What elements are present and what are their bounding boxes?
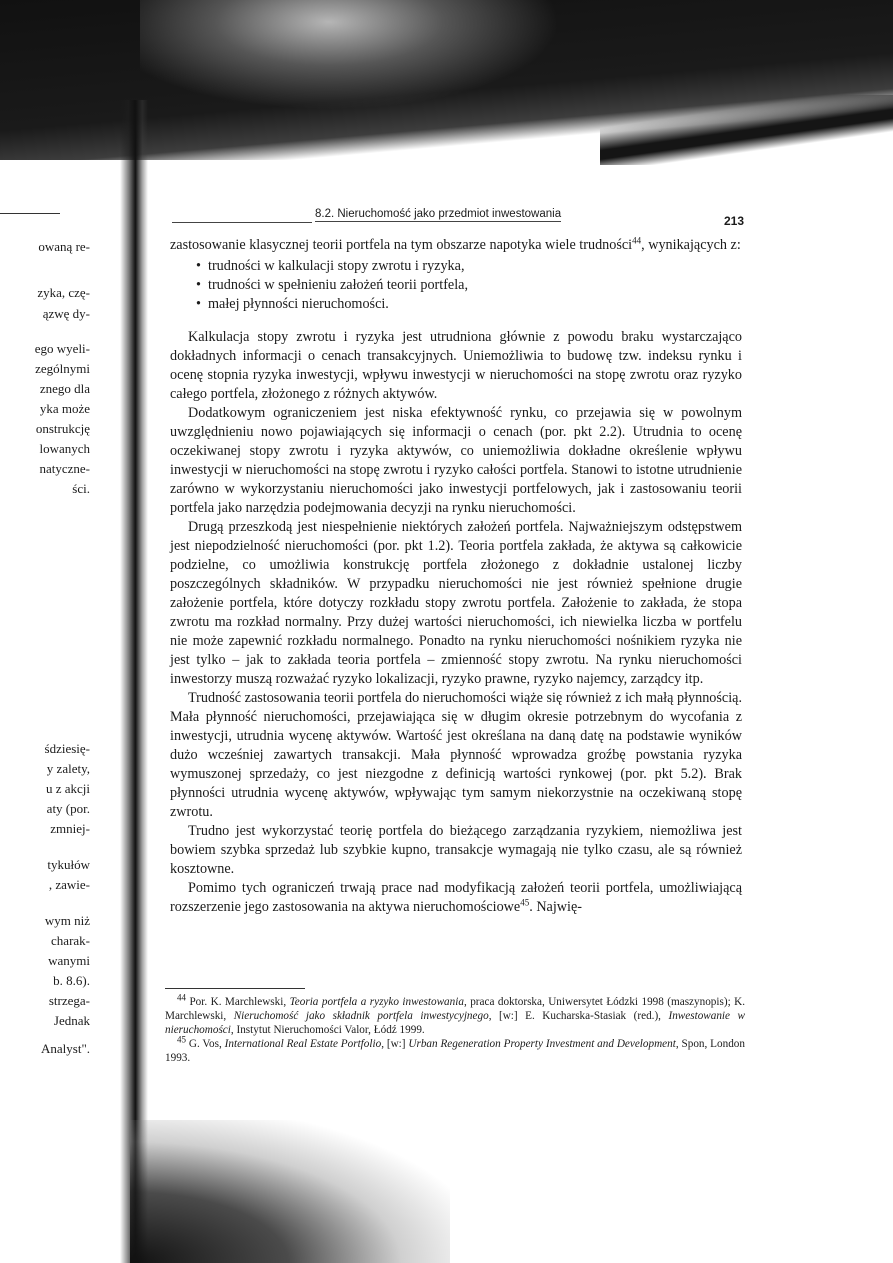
- footnote-ref-45: 45: [520, 897, 530, 908]
- previous-page-line: owaną re-: [38, 239, 90, 254]
- previous-page-line: ązwę dy-: [42, 306, 90, 321]
- previous-page-line: natyczne-: [39, 461, 90, 476]
- book-gutter-shadow: [120, 100, 148, 1263]
- running-header: [172, 206, 744, 230]
- list-item: • trudności w kalkulacji stopy zwrotu i ryzyka,: [198, 257, 742, 276]
- body-text: [170, 236, 742, 917]
- footnote-rule: [165, 988, 305, 989]
- footnotes: [165, 988, 745, 1065]
- previous-page-line: wanymi: [48, 953, 90, 968]
- previous-page-line: yka może: [39, 401, 90, 416]
- difficulties-list: [170, 257, 742, 314]
- footnote-44: $^{44}$ Por. K. Marchlewski, Teoria portfela a ryzyko inwestowania, praca doktorska, Uniwersytet Łódzki 1998 (maszynopis); K. Marchlewski, Nieruchomość jako składnik portfela inwestycyjnego, [w:] E. Kucharska-Stasiak (red.), Inwestowanie w nieruchomości, Instytut Nieruchomości Valor, Łódź 1999.: [165, 992, 746, 1036]
- previous-page-line: zyka, czę-: [37, 285, 90, 300]
- previous-page-line: zególnymi: [35, 361, 90, 376]
- previous-page-line: śdziesię-: [44, 741, 90, 756]
- previous-page-line: ści.: [72, 481, 90, 496]
- previous-page-line: , zawie-: [48, 877, 90, 892]
- previous-page-line: charak-: [51, 933, 90, 948]
- paragraph: Trudno jest wykorzystać teorię portfela do bieżącego zarządzania ryzykiem, niemożliwa jest bowiem szybka sprzedaż lub szybkie kupno, transakcje wymagają nie tylko czasu, ale są również kosztowne.: [170, 823, 742, 877]
- paragraph: Pomimo tych ograniczeń trwają prace nad modyfikacją założeń teorii portfela, umożliwiającą rozszerzenie jego zastosowania na aktywa nieruchomościowe$^{45}$. Najwię-: [170, 880, 742, 915]
- previous-page-line: lowanych: [39, 441, 90, 456]
- previous-page-line: ego wyeli-: [34, 341, 90, 356]
- previous-page-line: aty (por.: [46, 801, 90, 816]
- previous-page-line: y zalety,: [46, 761, 90, 776]
- previous-page-line: strzega-: [48, 993, 90, 1008]
- scan-shadow-right: [600, 95, 893, 165]
- list-item: • małej płynności nieruchomości.: [198, 295, 742, 314]
- footnote-ref-44: 44: [632, 235, 642, 246]
- previous-page-line: onstrukcję: [35, 421, 90, 436]
- page-number: 213: [723, 214, 744, 228]
- previous-page-fragment: [0, 0, 120, 1263]
- previous-page-line: zmniej-: [50, 821, 90, 836]
- previous-page-line: tykułów: [47, 857, 90, 872]
- scan-glare: [140, 0, 560, 110]
- previous-page-line: b. 8.6).: [53, 973, 90, 988]
- previous-page-line: Jednak: [53, 1013, 90, 1028]
- intro-paragraph: zastosowanie klasycznej teorii portfela na tym obszarze napotyka wiele trudności$^{44}$, wynikających z:: [170, 235, 741, 253]
- paragraph: Kalkulacja stopy zwrotu i ryzyka jest utrudniona głównie z powodu braku wystarczająco dokładnych informacji o cenach transakcyjnych. Uniemożliwia to budowę tzw. indeksu rynku i ocenę stopnia ryzyka inwestycji, wpływu inwestycji w nieruchomości na stopę zwrotu oraz ryzyko całego portfela, złożonego z różnych aktywów.: [170, 329, 742, 402]
- previous-page-line: u z akcji: [45, 781, 90, 796]
- list-item: • trudności w spełnieniu założeń teorii portfela,: [198, 276, 742, 295]
- footnote-45: $^{45}$ G. Vos, International Real Estate Portfolio, [w:] Urban Regeneration Property Investment and Development, Spon, London 1993.: [165, 1034, 745, 1064]
- previous-page-header-rule: [0, 213, 60, 214]
- section-title: 8.2. Nieruchomość jako przedmiot inwestowania: [315, 208, 562, 220]
- previous-page-line: wym niż: [44, 913, 90, 928]
- scan-shadow-bottom: [130, 1120, 450, 1263]
- previous-page-line: znego dla: [39, 381, 90, 396]
- header-rule: [172, 222, 312, 223]
- paragraph: Trudność zastosowania teorii portfela do nieruchomości wiąże się również z ich małą płynnością. Mała płynność nieruchomości, przejawiająca się w długim okresie potrzebnym do wycofania z inwestycji, utrudnia wycenę aktywów. Wartość jest określana na daną datę na podstawie wyników dużo wcześniej zawartych transakcji. Mała płynność wprowadza groźbę powstania ryzyka wymuszonej sprzedaży, co jest niezgodne z definicją wartości rynkowej (por. pkt 5.2). Brak płynności utrudnia wycenę aktywów, wpływając tym samym niekorzystnie na oczekiwaną stopę zwrotu.: [170, 690, 742, 820]
- previous-page-line: Analyst".: [41, 1041, 90, 1056]
- paragraph: Drugą przeszkodą jest niespełnienie niektórych założeń portfela. Najważniejszym odstępstwem jest niepodzielność nieruchomości (por. pkt 1.2). Teoria portfela zakłada, że aktywa są całkowicie podzielne, co umożliwia konstrukcję portfela złożonego z dokładnie ustalonej liczby poszczególnych składników. W przypadku nieruchomości nie jest również spełnione drugie założenie portfela, które dotyczy rozkładu stopy zwrotu portfela. Założenie to zakłada, że stopa zwrotu ma rozkład normalny. Przy dużej wartości nieruchomości, ich niewielka liczba w portfelu nie może zapewnić rozkładu normalnego. Ponadto na rynku nieruchomości nośnikiem ryzyka nie jest tylko – jak to zakłada teoria portfela – zmienność stopy zwrotu. Na rynku nieruchomości inwestorzy muszą rozważać ryzyko lokalizacji, ryzyko prawne, ryzyko najemcy, zarządcy itp.: [170, 519, 742, 687]
- paragraph: Dodatkowym ograniczeniem jest niska efektywność rynku, co przejawia się w powolnym uwzględnieniu nowo pojawiających się informacji o cenach (por. pkt 2.2). Utrudnia to ocenę oczekiwanej stopy zwrotu i ryzyka aktywów, co uniemożliwia dokładne określenie wpływu inwestycji w nieruchomości na stopę zwrotu i ryzyko całości portfela. Stanowi to istotne utrudnienie zarówno w wykorzystaniu nieruchomości jako inwestycji portfelowych, jak i zastosowaniu teorii portfela jako narzędzia podejmowania decyzji na rynku nieruchomości.: [170, 405, 742, 516]
